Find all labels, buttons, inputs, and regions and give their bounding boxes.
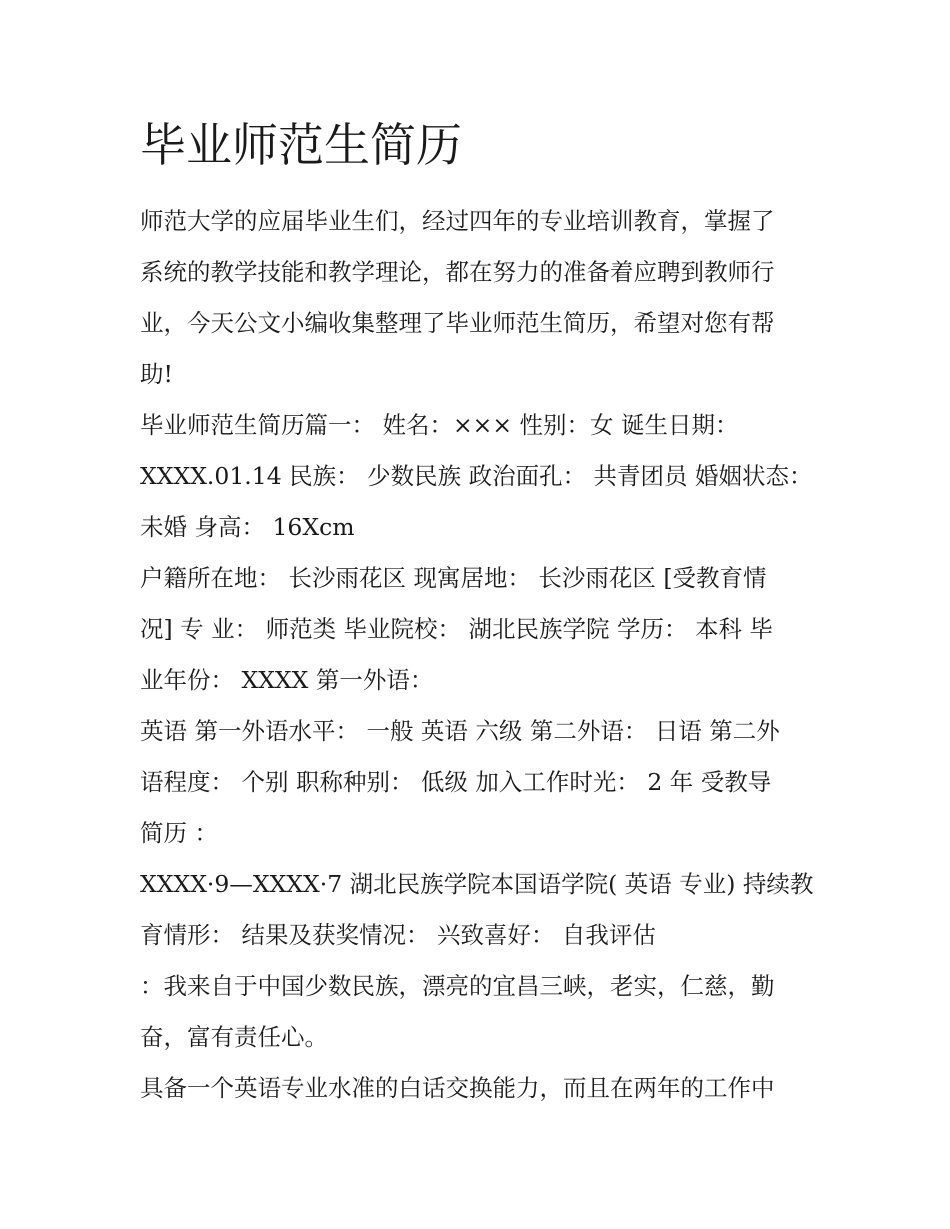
document-title: 毕业师范生简历 [140, 118, 462, 172]
text-line: 业，今天公文小编收集整理了毕业师范生简历，希望对您有帮 [140, 309, 775, 337]
text-line: 具备一个英语专业水准的白话交换能力，而且在两年的工作中 [140, 1074, 775, 1102]
text-line: 毕业师范生简历篇一： 姓名：××× 性别：女 诞生日期： [140, 411, 739, 439]
text-line: 助! [140, 360, 173, 388]
text-line: 业年份： XXXX 第一外语： [140, 666, 434, 694]
text-line: 未婚 身高： 16Xcm [140, 513, 355, 541]
text-line: 奋，富有责任心。 [140, 1023, 328, 1051]
text-line: XXXX.01.14 民族： 少数民族 政治面孔： 共青团员 婚姻状态： [140, 462, 813, 490]
text-line: 户籍所在地： 长沙雨花区 现寓居地： 长沙雨花区 [受教育情 [140, 564, 767, 592]
text-line: 师范大学的应届毕业生们，经过四年的专业培训教育，掌握了 [140, 207, 775, 235]
text-line: 简历 ： [140, 819, 218, 847]
text-line: 语程度： 个别 职称种别： 低级 加入工作时光： 2 年 受教导 [140, 768, 772, 796]
document-body [140, 196, 820, 1114]
text-line: 英语 第一外语水平： 一般 英语 六级 第二外语： 日语 第二外 [140, 717, 780, 745]
text-line: XXXX·9—XXXX·7 湖北民族学院本国语学院( 英语 专业) 持续教 [140, 870, 814, 898]
text-line: 育情形： 结果及获奖情况： 兴致喜好： 自我评估 [140, 921, 656, 949]
text-line: 况] 专 业： 师范类 毕业院校： 湖北民族学院 学历： 本科 毕 [140, 615, 773, 643]
text-line: 系统的教学技能和教学理论，都在努力的准备着应聘到教师行 [140, 258, 775, 286]
text-line: ：我来自于中国少数民族，漂亮的宜昌三峡，老实，仁慈，勤 [140, 972, 775, 1000]
